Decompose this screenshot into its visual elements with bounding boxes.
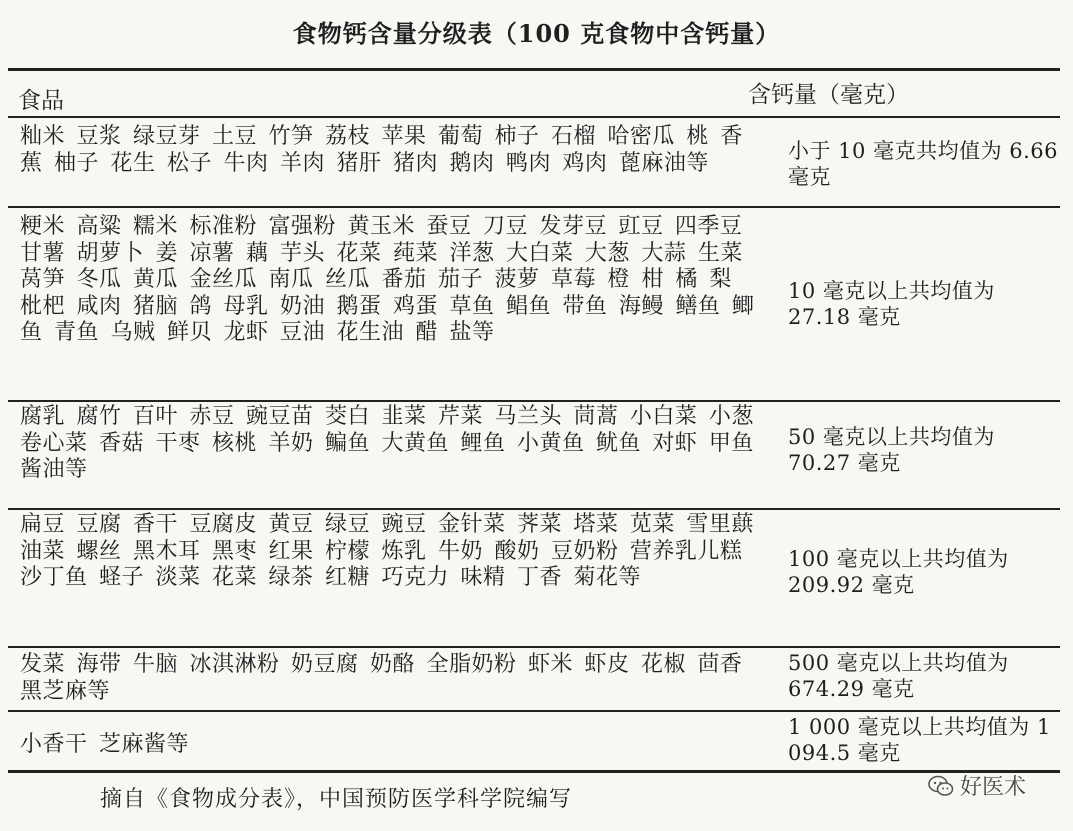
table-row-2-calcium: 10 毫克以上共均值为 27.18 毫克 (788, 279, 995, 329)
table-row-3-calcium: 50 毫克以上共均值为 70.27 毫克 (788, 425, 995, 475)
row-divider (8, 400, 1060, 402)
header-calcium: 含钙量（毫克） (748, 82, 909, 108)
wechat-icon (928, 775, 954, 797)
row-divider (8, 206, 1060, 208)
page-title: 食物钙含量分级表（100 克食物中含钙量） (292, 19, 781, 48)
table-row-2-foods: 粳米 高粱 糯米 标准粉 富强粉 黄玉米 蚕豆 刀豆 发芽豆 豇豆 四季豆 甘薯 胡萝卜 姜 凉薯 藕 芋头 花菜 莼菜 洋葱 大白菜 大葱 大蒜 生菜 莴笋 冬瓜 黄瓜 金丝瓜 南瓜 丝瓜 番茄 茄子 菠萝 草莓 橙 柑 橘 梨 枇杷 咸肉 猪脑 鸽 母乳 奶油 鹅蛋 鸡蛋 草鱼 鲳鱼 带鱼 海鳗 鳝鱼 鲫鱼 青鱼 乌贼 鲜贝 龙虾 豆油 花生油 醋 盐等 (20, 214, 755, 345)
table-row-5-foods: 发菜 海带 牛脑 冰淇淋粉 奶豆腐 奶酪 全脂奶粉 虾米 虾皮 花椒 茴香 黑芝麻等 (20, 652, 743, 704)
table-row-3-foods: 腐乳 腐竹 百叶 赤豆 豌豆苗 茭白 韭菜 芹菜 马兰头 茼蒿 小白菜 小葱 卷心菜 香菇 干枣 核桃 羊奶 鳊鱼 大黄鱼 鲤鱼 小黄鱼 鱿鱼 对虾 甲鱼 酱油等 (20, 404, 754, 482)
header-rule (8, 116, 1060, 118)
source-note: 摘自《食物成分表》，中国预防医学科学院编写 (100, 787, 573, 812)
row-divider (8, 508, 1060, 510)
table-row-1-foods: 籼米 豆浆 绿豆芽 土豆 竹笋 荔枝 苹果 葡萄 柿子 石榴 哈密瓜 桃 香蕉 柚子 花生 松子 牛肉 羊肉 猪肝 猪肉 鹅肉 鸭肉 鸡肉 蓖麻油等 (20, 124, 743, 176)
watermark (928, 770, 1026, 801)
table-top-rule (8, 68, 1060, 71)
table-row-6-calcium: 1 000 毫克以上共均值为 1 094.5 毫克 (788, 715, 1051, 765)
row-divider (8, 646, 1060, 648)
table-row-6-foods: 小香干 芝麻酱等 (20, 732, 189, 757)
table-bottom-rule (8, 770, 1060, 773)
table-row-1-calcium: 小于 10 毫克共均值为 6.66 毫克 (788, 139, 1059, 189)
header-food: 食品 (18, 88, 64, 114)
table-row-4-foods: 扁豆 豆腐 香干 豆腐皮 黄豆 绿豆 豌豆 金针菜 荠菜 塔菜 苋菜 雪里蕻 油菜 螺丝 黑木耳 黑枣 红果 柠檬 炼乳 牛奶 酸奶 豆奶粉 营养乳儿糕 沙丁鱼 蛏子 淡菜 花菜 绿茶 红糖 巧克力 味精 丁香 菊花等 (20, 512, 754, 590)
watermark-text: 好医术 (960, 775, 1027, 800)
row-divider (8, 710, 1060, 712)
table-row-4-calcium: 100 毫克以上共均值为 209.92 毫克 (788, 547, 1009, 597)
table-row-5-calcium: 500 毫克以上共均值为 674.29 毫克 (788, 651, 1009, 701)
